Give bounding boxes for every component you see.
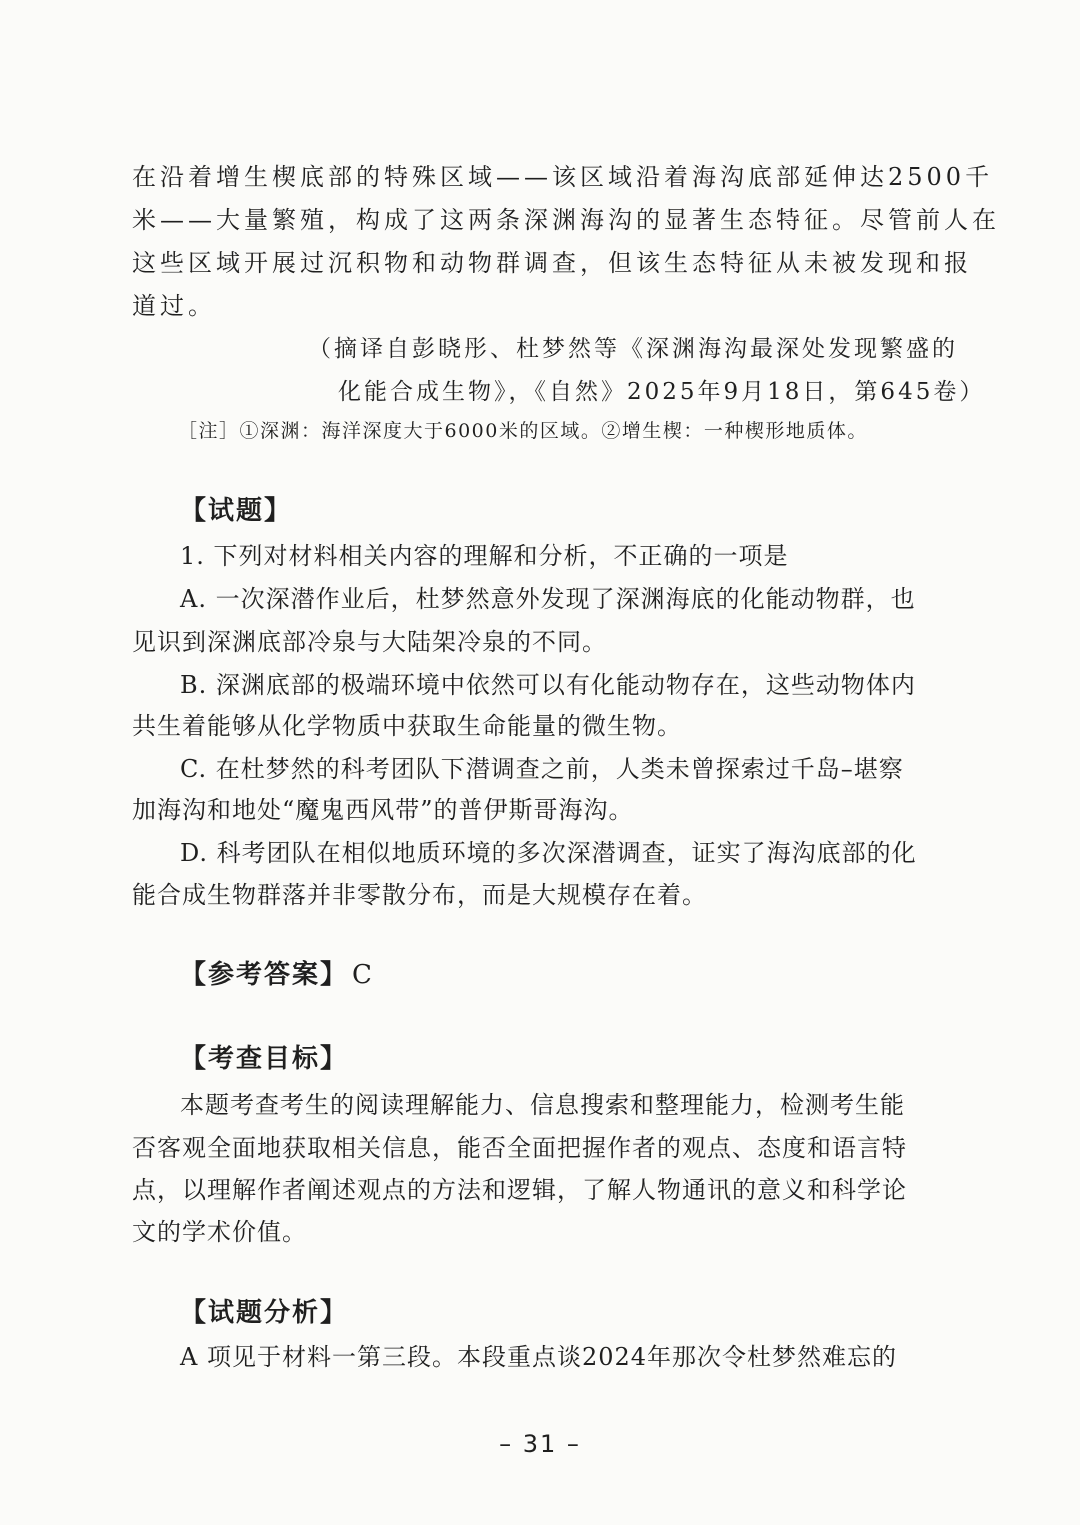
source-citation: （摘译自彭晓彤、杜梦然等《深渊海沟最深处发现繁盛的 <box>308 336 958 362</box>
material-line: 这些区域开展过沉积物和动物群调查，但该生态特征从未被发现和报 <box>132 249 972 277</box>
option-b: B. 深渊底部的极端环境中依然可以有化能动物存在，这些动物体内 <box>180 671 916 699</box>
section-heading-analysis: 【试题分析】 <box>180 1298 349 1328</box>
page-number: – 31 – <box>499 1430 581 1458</box>
option-a: 见识到深渊底部冷泉与大陆架冷泉的不同。 <box>132 628 607 656</box>
option-c: C. 在杜梦然的科考团队下潜调查之前，人类未曾探索过千岛–堪察 <box>180 755 904 783</box>
answer-value: C <box>352 960 374 990</box>
objective-line: 文的学术价值。 <box>132 1218 307 1246</box>
option-d: 能合成生物群落并非零散分布，而是大规模存在着。 <box>132 881 707 909</box>
material-line: 在沿着增生楔底部的特殊区域——该区域沿着海沟底部延伸达2500千 <box>132 163 994 191</box>
objective-line: 本题考查考生的阅读理解能力、信息搜索和整理能力，检测考生能 <box>180 1091 905 1119</box>
source-citation: 化能合成生物》，《自然》2025年9月18日，第645卷） <box>338 379 986 405</box>
option-d: D. 科考团队在相似地质环境的多次深潜调查，证实了海沟底部的化 <box>180 839 917 867</box>
objective-line: 否客观全面地获取相关信息，能否全面把握作者的观点、态度和语言特 <box>132 1134 907 1162</box>
section-heading-answer <box>180 954 374 991</box>
answer-heading-label: 【参考答案】 <box>180 960 349 990</box>
question-stem: 1. 下列对材料相关内容的理解和分析，不正确的一项是 <box>180 542 789 570</box>
option-c: 加海沟和地处“魔鬼西风带”的普伊斯哥海沟。 <box>132 796 634 824</box>
section-heading-question: 【试题】 <box>180 496 293 526</box>
section-heading-objective: 【考查目标】 <box>180 1044 349 1074</box>
footnote: ［注］①深渊：海洋深度大于6000米的区域。②增生楔：一种楔形地质体。 <box>178 420 868 442</box>
option-b: 共生着能够从化学物质中获取生命能量的微生物。 <box>132 712 682 740</box>
objective-line: 点，以理解作者阐述观点的方法和逻辑，了解人物通讯的意义和科学论 <box>132 1176 907 1204</box>
material-line: 米——大量繁殖，构成了这两条深渊海沟的显著生态特征。尽管前人在 <box>132 206 1000 234</box>
analysis-line: A 项见于材料一第三段。本段重点谈2024年那次令杜梦然难忘的 <box>180 1343 898 1371</box>
option-a: A. 一次深潜作业后，杜梦然意外发现了深渊海底的化能动物群，也 <box>180 585 916 613</box>
material-line: 道过。 <box>132 292 216 320</box>
